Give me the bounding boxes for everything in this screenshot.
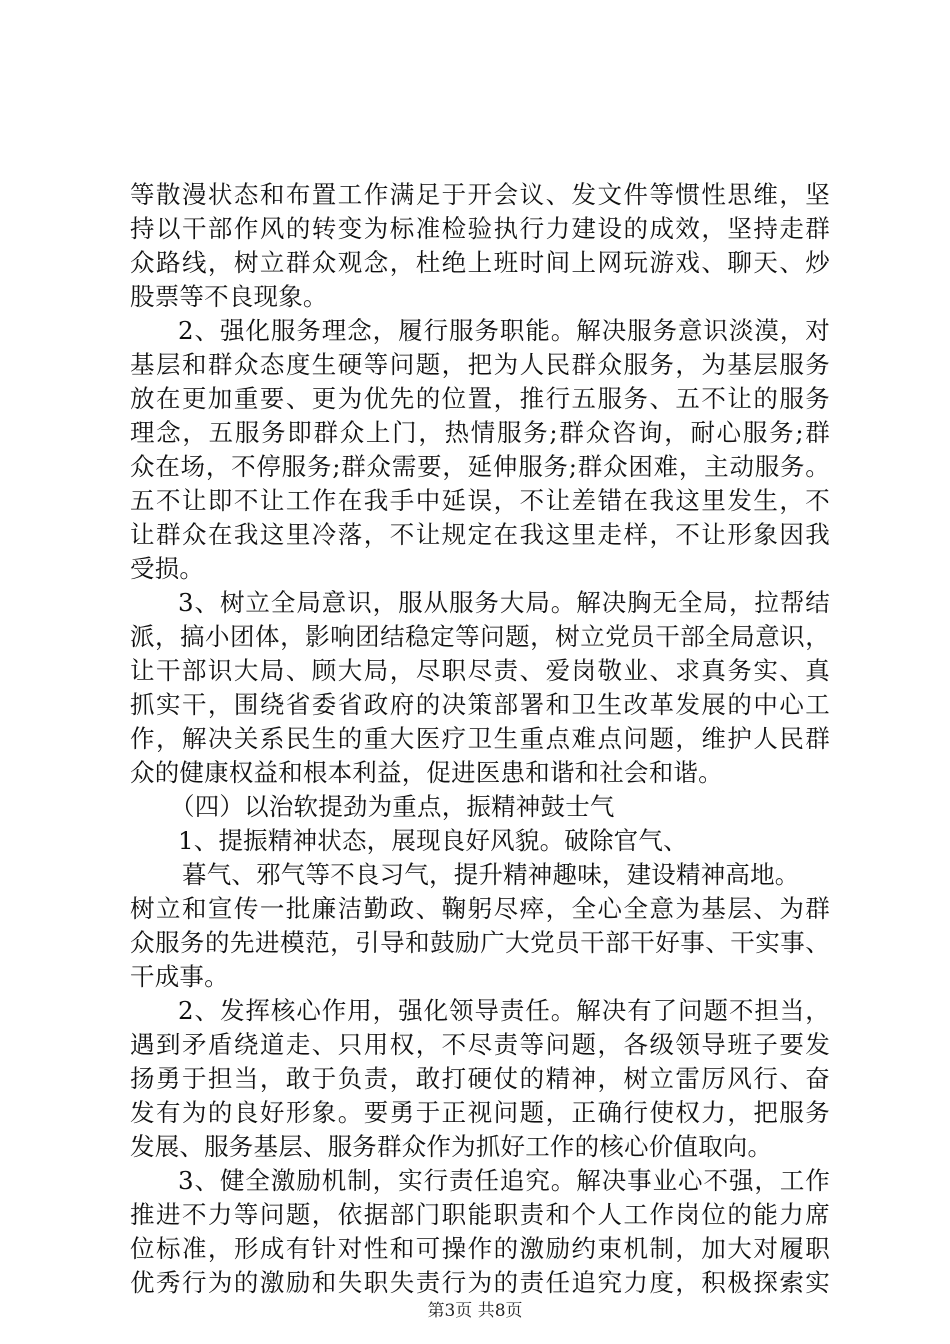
text-line: 基层和群众态度生硬等问题，把为人民群众服务，为基层服务	[130, 350, 830, 379]
text-line: 众路线，树立群众观念，杜绝上班时间上网玩游戏、聊天、炒	[130, 248, 830, 277]
text-line: 位标准，形成有针对性和可操作的激励约束机制，加大对履职	[130, 1234, 830, 1263]
text-line: 众的健康权益和根本利益，促进医患和谐和社会和谐。	[130, 758, 723, 787]
text-line: 作，解决关系民生的重大医疗卫生重点难点问题，维护人民群	[130, 724, 830, 753]
text-line: 让干部识大局、顾大局，尽职尽责、爱岗敬业、求真务实、真	[130, 656, 830, 685]
text-line: 让群众在我这里冷落，不让规定在我这里走样，不让形象因我	[130, 520, 830, 549]
text-line: 优秀行为的激励和失职失责行为的责任追究力度，积极探索实	[130, 1268, 830, 1297]
text-line: 发有为的良好形象。要勇于正视问题，正确行使权力，把服务	[130, 1098, 830, 1127]
text-line: 遇到矛盾绕道走、只用权，不尽责等问题，各级领导班子要发	[130, 1030, 830, 1059]
text-line: 众服务的先进模范，引导和鼓励广大党员干部干好事、干实事、	[130, 928, 830, 957]
text-line: 理念，五服务即群众上门，热情服务;群众咨询，耐心服务;群	[130, 418, 830, 447]
text-line: 持以干部作风的转变为标准检验执行力建设的成效，坚持走群	[130, 214, 830, 243]
paragraph-first-line: 2、强化服务理念，履行服务职能。解决服务意识淡漠，对	[178, 316, 830, 345]
text-line: 众在场，不停服务;群众需要，延伸服务;群众困难，主动服务。	[130, 452, 830, 481]
text-line: 干成事。	[130, 962, 229, 991]
text-line: 受损。	[130, 554, 205, 583]
text-line: 等散漫状态和布置工作满足于开会议、发文件等惯性思维，坚	[130, 180, 830, 209]
paragraph-first-line: 1、提振精神状态，展现良好风貌。破除官气、	[178, 826, 688, 855]
page-footer: 第3页 共8页	[427, 1301, 523, 1321]
text-line: 扬勇于担当，敢于负责，敢打硬仗的精神，树立雷厉风行、奋	[130, 1064, 830, 1093]
text-line: 发展、服务基层、服务群众作为抓好工作的核心价值取向。	[130, 1132, 773, 1161]
paragraph-first-line: 3、树立全局意识，服从服务大局。解决胸无全局，拉帮结	[178, 588, 830, 617]
paragraph-first-line: 2、发挥核心作用，强化领导责任。解决有了问题不担当，	[178, 996, 830, 1025]
section-heading: （四）以治软提劲为重点，振精神鼓士气	[170, 792, 615, 821]
text-line: 抓实干，围绕省委省政府的决策部署和卫生改革发展的中心工	[130, 690, 830, 719]
text-line: 推进不力等问题，依据部门职能职责和个人工作岗位的能力席	[130, 1200, 830, 1229]
text-line: 暮气、邪气等不良习气，提升精神趣味，建设精神高地。	[182, 860, 800, 889]
text-line: 放在更加重要、更为优先的位置，推行五服务、五不让的服务	[130, 384, 830, 413]
text-line: 股票等不良现象。	[130, 282, 328, 311]
text-line: 树立和宣传一批廉洁勤政、鞠躬尽瘁，全心全意为基层、为群	[130, 894, 830, 923]
paragraph-first-line: 3、健全激励机制，实行责任追究。解决事业心不强，工作	[178, 1166, 830, 1195]
text-line: 派，搞小团体，影响团结稳定等问题，树立党员干部全局意识，	[130, 622, 830, 651]
text-line: 五不让即不让工作在我手中延误，不让差错在我这里发生，不	[130, 486, 830, 515]
